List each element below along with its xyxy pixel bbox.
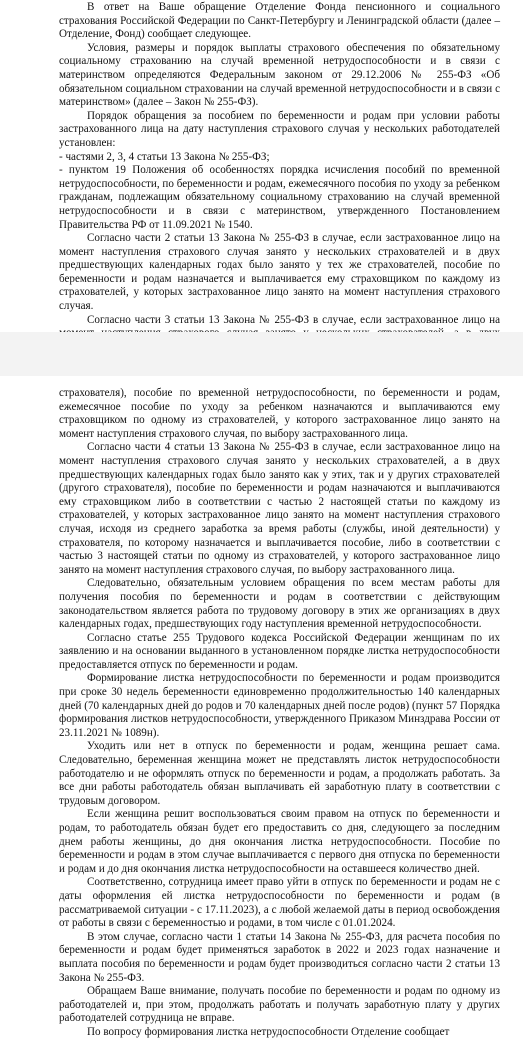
- calculation-paragraph: В этом случае, согласно части 1 статьи 14 Закона № 255-ФЗ, для расчета пособия по беременности и родам будет применяться заработок в 2022 и 2023 годах назначение и выплата пособия по беременности и родам будет производиться согласно части 2 статьи 13 Закона № 255-ФЗ.: [59, 930, 500, 984]
- sick-leave-formation-paragraph: Формирование листка нетрудоспособности по беременности и родам производится при сроке 30 недель беременности единовременно продолжительностью 140 календарных дней (70 календарных дней до родов и 70 календарных дней после родов) (пункт 57 Порядка формирования листков нетрудоспособности, утвержденного Приказом Минздрава России от 23.11.2021 № 1089н).: [59, 672, 500, 739]
- attention-paragraph: Обращаем Ваше внимание, получать пособие по беременности и родам по одному из работодателей и, при этом, продолжать работать и получать заработную плату у других работодателей сотрудница не вправе.: [59, 985, 500, 1025]
- document-page-1: [0, 0, 523, 332]
- part-3-continuation-paragraph: страхователя), пособие по временной нетрудоспособности, по беременности и родам, ежемесячное пособие по уходу за ребенком назначаются и выплачиваются ему страховщиком по одному из страхователей, у которого застрахованное лицо занято на момент наступления страхового случая, по выбору застрахованного лица.: [59, 387, 500, 440]
- leave-decision-paragraph: Уходить или нет в отпуск по беременности и родам, женщина решает сама. Следовательно, беременная женщина может не представлять листок нетрудоспособности работодателю и не оформлять отпуск по беременности и родам, а продолжать работать. За все дни работы работодатель обязан выплачивать ей заработную плату в соответствии с трудовым договором.: [59, 740, 500, 807]
- final-paragraph: По вопросу формирования листка нетрудоспособности Отделение сообщает: [87, 1025, 450, 1038]
- list-item-parts: - частями 2, 3, 4 статьи 13 Закона № 255-ФЗ;: [59, 150, 270, 163]
- list-item-regulation: - пунктом 19 Положения об особенностях порядка исчисления пособий по временной нетрудоспособности, по беременности и родам, ежемесячного пособия по уходу за ребенком гражданам, подлежащим обязательному социальному страхованию на случай временной нетрудоспособности и в связи с материнством, утвержденного Постановлением Правительства РФ от 11.09.2021 № 1540.: [59, 164, 500, 231]
- intro-paragraph: В ответ на Ваше обращение Отделение Фонда пенсионного и социального страхования Российской Федерации по Санкт-Петербургу и Ленинградской области (далее – Отделение, Фонд) сообщает следующее.: [59, 1, 500, 41]
- document-page-2: [0, 376, 523, 1038]
- law-conditions-paragraph: Условия, размеры и порядок выплаты страхового обеспечения по обязательному социальному страхованию на случай временной нетрудоспособности и в связи с материнством определяются Федеральным законом от 29.12.2006 № 255-ФЗ «Об обязательном социальном страховании на случай временной нетрудоспособности и в связи с материнством» (далее – Закон № 255-ФЗ).: [59, 41, 500, 109]
- part-3-paragraph: Согласно части 3 статьи 13 Закона № 255-ФЗ в случае, если застрахованное лицо на: [87, 313, 500, 326]
- leave-date-paragraph: Соответственно, сотрудница имеет право уйти в отпуск по беременности и родам не с даты оформления ей листка нетрудоспособности по беременности и родам (в рассматриваемой ситуации - с 17.11.2023), а с любой желаемой даты в период освобождения от работы в связи с беременностью и родами, в том числе с 01.01.2024.: [59, 876, 500, 930]
- labor-code-paragraph: Согласно статье 255 Трудового кодекса Российской Федерации женщинам по их заявлению и на основании выданного в установленном порядке листка нетрудоспособности предоставляется отпуск по беременности и родам.: [59, 631, 500, 671]
- procedure-paragraph: Порядок обращения за пособием по беременности и родам при условии работы застрахованного лица на дату наступления страхового случая у нескольких работодателей установлен:: [59, 109, 500, 149]
- conclusion-paragraph: Следовательно, обязательным условием обращения по всем местам работы для получения пособия по беременности и родам в соответствии с действующим законодательством является работа по трудовому договору в этих же организациях в двух календарных годах, предшествующих году наступления временной нетрудоспособности.: [59, 577, 500, 631]
- leave-right-paragraph: Если женщина решит воспользоваться своим правом на отпуск по беременности и родам, то работодатель обязан будет его предоставить со дня, следующего за последним днем работы женщины, до дня окончания листка нетрудоспособности. Пособие по беременности и родам в этом случае выплачивается с первого дня отпуска по беременности и родам и до дня окончания листка нетрудоспособности на оставшееся количество дней.: [59, 808, 500, 875]
- part-2-paragraph: Согласно части 2 статьи 13 Закона № 255-ФЗ в случае, если застрахованное лицо на момент наступления страхового случая занято у нескольких страхователей и в двух предшествующих календарных годах было занято у тех же страхователей, пособие по беременности и родам назначается и выплачивается ему страховщиком по каждому из страхователей, у которых застрахованное лицо занято на момент наступления страхового случая.: [59, 232, 500, 313]
- page-separator: [0, 332, 523, 376]
- part-4-paragraph: Согласно части 4 статьи 13 Закона № 255-ФЗ в случае, если застрахованное лицо на момент наступления страхового случая занято у нескольких страхователей, а в двух предшествующих календарных годах было занято как у этих, так и у других страхователей (другого страхователя), пособие по беременности и родам назначаются и выплачиваются ему страховщиком либо в соответствии с частью 2 настоящей статьи по каждому из страхователей, у которых застрахованное лицо занято на момент наступления страхового случая, исходя из среднего заработка за время работы (службы, иной деятельности) у страхователя, по которому назначается и выплачивается пособие, либо в соответствии с частью 3 настоящей статьи по одному из страхователей, у которого застрахованное лицо занято на момент наступления страхового случая, по выбору застрахованного лица.: [59, 441, 500, 576]
